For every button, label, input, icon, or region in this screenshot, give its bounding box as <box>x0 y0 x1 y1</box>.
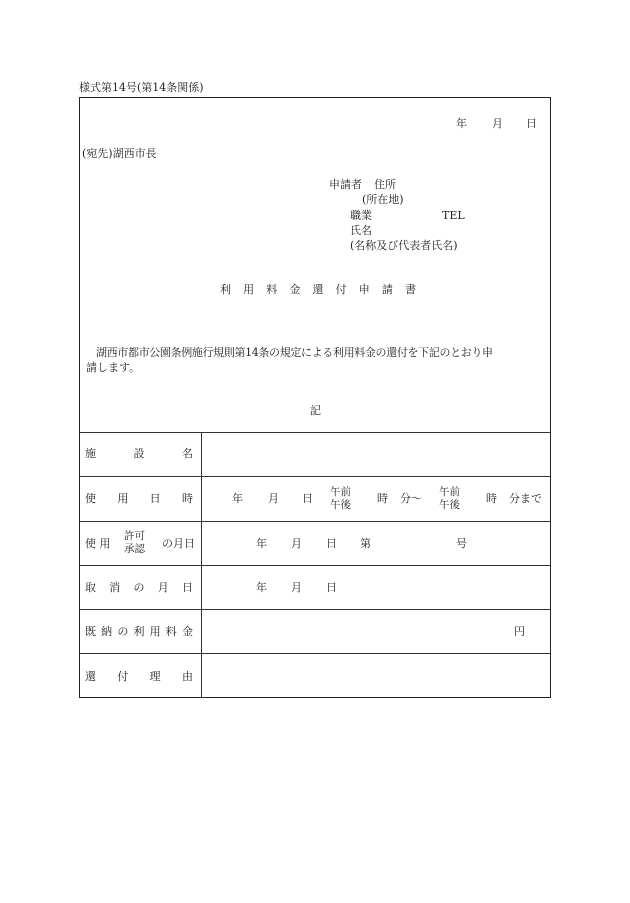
facility-label <box>85 448 193 459</box>
cancel-day: 日 <box>326 581 337 594</box>
am-option: 午前 <box>439 486 460 498</box>
paid-label-char: 利 <box>133 625 145 638</box>
usage-day: 日 <box>302 492 313 505</box>
title-char: 金 <box>289 283 301 296</box>
paid-label-char: 既 <box>85 625 96 638</box>
cancel-label-char: 日 <box>182 581 193 594</box>
body-text-line-2: 請します。 <box>86 361 141 374</box>
paid-label-char: 金 <box>181 625 193 638</box>
row-divider <box>80 476 550 477</box>
usage-label-char: 使 <box>85 492 96 505</box>
title-char: 用 <box>243 283 255 296</box>
usage-label-char: 時 <box>181 492 193 505</box>
applicant-rep-name-label: (名称及び代表者氏名) <box>350 239 458 252</box>
label-column-divider <box>201 432 202 697</box>
applicant-location-label: (所在地) <box>362 193 404 206</box>
reason-label-char: 付 <box>117 670 129 683</box>
paid-fee-label <box>85 626 193 637</box>
date-day: 日 <box>526 117 537 130</box>
date-year: 年 <box>456 117 467 130</box>
row-divider <box>80 565 550 566</box>
reason-label-char: 由 <box>181 670 193 683</box>
paid-label-char: 用 <box>149 625 161 638</box>
permit-option: 許可 <box>124 530 145 542</box>
approve-option: 承認 <box>124 543 145 556</box>
applicant-occupation-label: 職業 <box>350 209 372 222</box>
cancel-label-char: 取 <box>85 581 96 594</box>
approval-number-prefix: 第 <box>360 537 371 550</box>
approval-label-prefix: 使 用 <box>85 537 111 550</box>
title-char: 付 <box>335 283 347 296</box>
paid-label-char: 納 <box>101 625 113 638</box>
am-option: 午前 <box>330 486 351 498</box>
approval-year: 年 <box>256 537 267 550</box>
row-divider <box>80 609 550 610</box>
usage-ampm-to[interactable] <box>439 486 460 512</box>
pm-option: 午後 <box>330 499 351 512</box>
application-form <box>79 97 551 698</box>
table-top-line <box>80 432 550 433</box>
title-char: 利 <box>220 283 231 296</box>
cancel-year: 年 <box>256 581 267 594</box>
paid-label-char: 料 <box>165 625 177 638</box>
title-char: 料 <box>266 283 278 296</box>
applicant-tel-label: TEL <box>442 209 465 222</box>
cancel-label-char: の <box>133 581 145 594</box>
row-divider <box>80 653 550 654</box>
usage-label-char: 日 <box>149 492 161 505</box>
ki-heading: 記 <box>310 404 321 417</box>
date-month: 月 <box>492 117 503 130</box>
usage-minute-to: 分まで <box>509 492 542 505</box>
facility-label-char: 名 <box>182 447 193 460</box>
usage-label-char: 用 <box>117 492 129 505</box>
title-char: 申 <box>358 283 370 296</box>
usage-hour-to: 時 <box>486 492 497 505</box>
approval-day: 日 <box>326 537 337 550</box>
usage-minute-from: 分〜 <box>400 492 422 505</box>
title-char: 書 <box>405 283 416 296</box>
facility-label-char: 施 <box>85 447 96 460</box>
approval-label-suffix: の月日 <box>162 537 195 550</box>
cancel-month: 月 <box>291 581 302 594</box>
approval-number-suffix: 号 <box>456 537 467 550</box>
usage-month: 月 <box>268 492 279 505</box>
yen-unit: 円 <box>514 625 525 638</box>
form-number: 様式第14号(第14条関係) <box>79 81 204 94</box>
cancel-label-char: 消 <box>109 581 121 594</box>
facility-label-char: 設 <box>133 447 145 460</box>
form-title <box>220 284 416 295</box>
title-char: 請 <box>381 283 393 296</box>
usage-label <box>85 493 193 504</box>
facility-field[interactable] <box>204 435 548 474</box>
applicant-label: 申請者 <box>329 178 362 191</box>
approval-month: 月 <box>291 537 302 550</box>
refund-reason-field[interactable] <box>204 656 548 696</box>
applicant-name-label: 氏名 <box>350 224 372 237</box>
cancel-label <box>85 582 193 593</box>
row-divider <box>80 521 550 522</box>
usage-hour-from: 時 <box>377 492 388 505</box>
title-char: 還 <box>312 283 324 296</box>
usage-year: 年 <box>232 492 243 505</box>
paid-label-char: の <box>117 625 129 638</box>
applicant-address-label: 住所 <box>374 178 396 191</box>
reason-label-char: 還 <box>85 670 96 683</box>
body-text-line-1: 湖西市都市公園条例施行規則第14条の規定による利用料金の還付を下記のとおり申 <box>96 346 493 359</box>
addressee: (宛先)湖西市長 <box>82 147 157 160</box>
approval-type-stack <box>124 530 145 556</box>
usage-ampm-from[interactable] <box>330 486 351 512</box>
reason-label-char: 理 <box>149 670 161 683</box>
cancel-label-char: 月 <box>157 581 169 594</box>
refund-reason-label <box>85 671 193 682</box>
pm-option: 午後 <box>439 499 460 512</box>
